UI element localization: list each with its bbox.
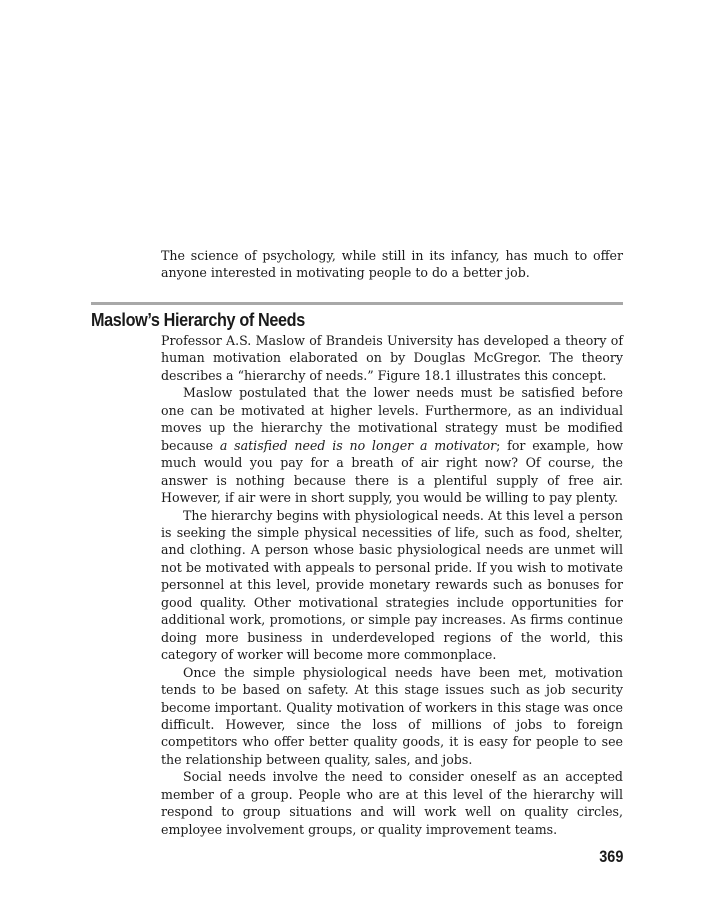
paragraph-1: Professor A.S. Maslow of Brandeis University has developed a theory of human motivation elaborated on by Douglas McGregor. The theory describes a “hierarchy of needs.” Figure 18.1 illustrates this concept. [161, 333, 623, 383]
paragraph-2-rest: ; for example, how much would you pay for a breath of air right now? Of course, the answer is nothing because there is a plentiful supply of free air. However, if air were in short supply, you would be willing to pay plenty. [161, 437, 623, 506]
section-body [161, 332, 623, 838]
paragraph-5: Social needs involve the need to consider oneself as an accepted member of a group. People who are at this level of the hierarchy will respond to group situations and will work well on quality circles, employee involvement groups, or quality improvement teams. [161, 769, 623, 837]
section-heading: Maslow’s Hierarchy of Needs [91, 310, 305, 330]
paragraph-2-lead: Maslow postulated that the lower needs must be satisfied before one can be motivated at higher levels. Furthermore, as an individual moves up the hierarchy the motivational strategy must be modified because [161, 385, 623, 453]
section-divider [91, 302, 623, 305]
paragraph-4: Once the simple physiological needs have been met, motivation tends to be based on safety. At this stage issues such as job security become important. Quality motivation of workers in this stage was once difficult. However, since the loss of millions of jobs to foreign competitors who offer better quality goods, it is easy for people to see the relationship between quality, sales, and jobs. [161, 664, 623, 767]
paragraph-2-emphasis: a satisfied need is no longer a motivator [219, 437, 497, 453]
paragraph-2 [161, 384, 623, 506]
intro-paragraph: The science of psychology, while still in its infancy, has much to offer anyone interested in motivating people to do a better job. [161, 248, 623, 281]
paragraph-3: The hierarchy begins with physiological needs. At this level a person is seeking the simple physical necessities of life, such as food, shelter, and clothing. A person whose basic physiological needs are unmet will not be motivated with appeals to personal pride. If you wish to motivate personnel at this level, provide monetary rewards such as bonuses for good quality. Other motivational strategies include opportunities for additional work, promotions, or simple pay increases. As firms continue doing more business in underdeveloped regions of the world, this category of worker will become more commonplace. [161, 507, 623, 663]
page-number: 369 [598, 847, 623, 866]
